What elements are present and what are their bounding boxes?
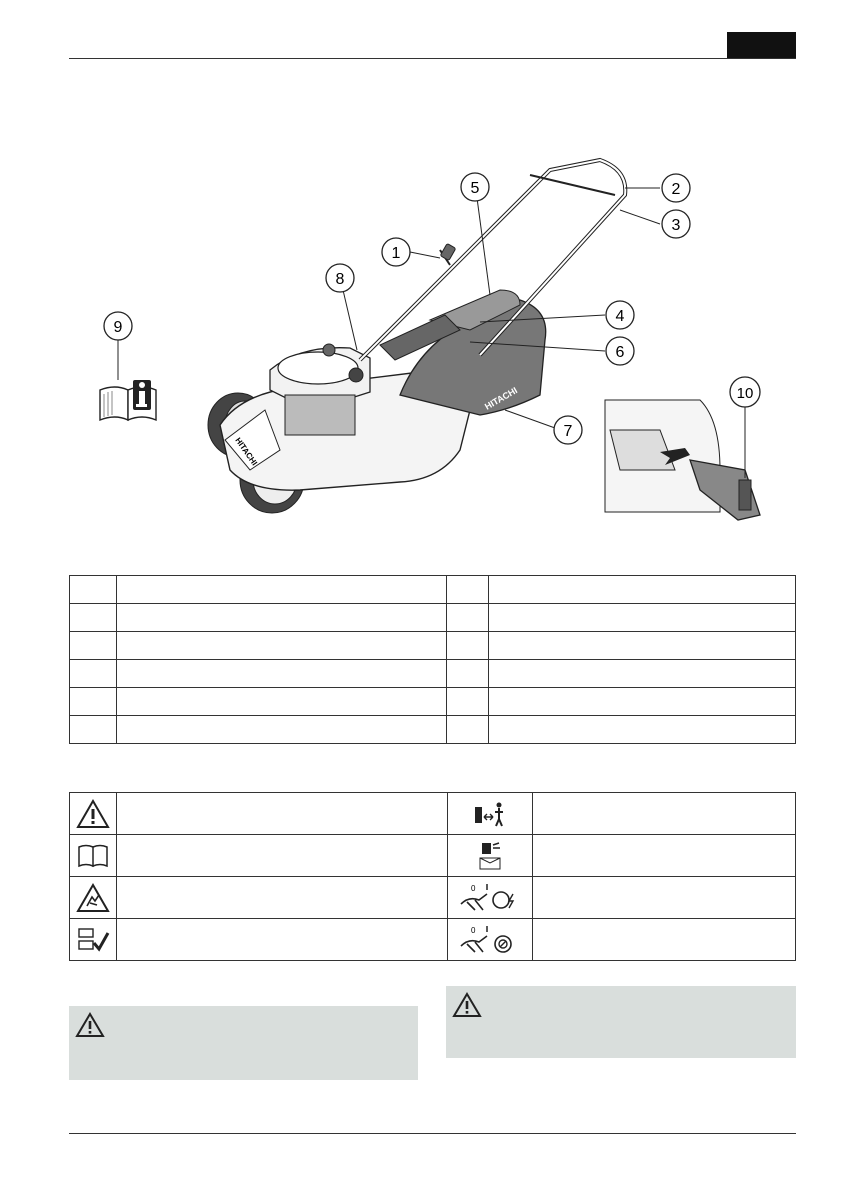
svg-text:1: 1: [391, 245, 401, 262]
table-cell: [70, 604, 117, 632]
callout-5: [461, 173, 489, 201]
svg-text:3: 3: [671, 217, 681, 234]
svg-text:7: 7: [563, 423, 573, 440]
table-cell: [70, 688, 117, 716]
warning-box-left: [69, 1006, 418, 1080]
language-tab: [727, 32, 796, 58]
symbols-table: [69, 792, 796, 961]
table-cell: [489, 716, 796, 744]
read-manual-icon: [70, 835, 117, 877]
callout-9: [104, 312, 132, 340]
header-rule: [69, 58, 796, 59]
symbol-description: [117, 877, 448, 919]
svg-text:9: 9: [113, 319, 123, 336]
footer-rule: [69, 1133, 796, 1134]
svg-text:10: 10: [736, 385, 754, 402]
table-cell: [117, 716, 447, 744]
symbol-description: [533, 835, 796, 877]
table-cell: [447, 716, 489, 744]
table-cell: [447, 688, 489, 716]
deck-brand: HITACHI: [233, 435, 260, 468]
flying-objects-icon: [70, 877, 117, 919]
table-cell: [70, 716, 117, 744]
table-cell: [489, 660, 796, 688]
table-row: [70, 576, 796, 604]
callout-8: [326, 264, 354, 292]
callout-7: [554, 416, 582, 444]
table-cell: [117, 688, 447, 716]
symbol-description: [533, 919, 796, 961]
manual-book-icon: [100, 380, 156, 420]
table-cell: [489, 604, 796, 632]
table-cell: [447, 604, 489, 632]
symbol-description: [533, 793, 796, 835]
table-row: [70, 835, 796, 877]
table-row: [70, 660, 796, 688]
start-engine-lever-icon: [448, 877, 533, 919]
table-cell: [117, 604, 447, 632]
lawnmower-figure: [69, 140, 796, 530]
svg-text:8: 8: [335, 271, 345, 288]
warning-triangle-icon: [70, 793, 117, 835]
warning-box-right: [446, 986, 796, 1058]
table-cell: [70, 632, 117, 660]
table-cell: [70, 576, 117, 604]
stop-engine-lever-icon: [448, 919, 533, 961]
table-row: [70, 919, 796, 961]
mulching-plug-detail: [603, 400, 760, 520]
table-cell: [447, 660, 489, 688]
svg-text:0: 0: [471, 883, 476, 893]
svg-text:5: 5: [470, 180, 480, 197]
table-cell: [117, 632, 447, 660]
disconnect-icon: [70, 919, 117, 961]
table-cell: [117, 660, 447, 688]
callout-3: [662, 210, 690, 238]
table-row: [70, 877, 796, 919]
table-row: [70, 716, 796, 744]
table-cell: [489, 576, 796, 604]
table-cell: [447, 632, 489, 660]
ear-eye-protection-icon: [448, 835, 533, 877]
engine: [270, 344, 370, 435]
callout-4: [606, 301, 634, 329]
warning-triangle-icon: [452, 992, 482, 1018]
table-cell: [489, 688, 796, 716]
symbol-description: [117, 835, 448, 877]
svg-text:2: 2: [671, 181, 681, 198]
keep-distance-icon: [448, 793, 533, 835]
symbol-description: [117, 793, 448, 835]
symbol-description: [533, 877, 796, 919]
svg-text:0: 0: [471, 925, 476, 935]
svg-text:4: 4: [615, 308, 625, 325]
symbol-description: [117, 919, 448, 961]
callout-6: [606, 337, 634, 365]
catcher-brand: HITACHI: [483, 385, 520, 412]
callout-2: [662, 174, 690, 202]
callout-10: [730, 377, 760, 407]
table-cell: [117, 576, 447, 604]
table-cell: [447, 576, 489, 604]
warning-triangle-icon: [75, 1012, 105, 1038]
table-row: [70, 632, 796, 660]
parts-table: [69, 575, 796, 744]
table-cell: [489, 632, 796, 660]
table-row: [70, 688, 796, 716]
table-row: [70, 793, 796, 835]
table-cell: [70, 660, 117, 688]
table-row: [70, 604, 796, 632]
callout-1: [382, 238, 410, 266]
svg-text:6: 6: [615, 344, 625, 361]
